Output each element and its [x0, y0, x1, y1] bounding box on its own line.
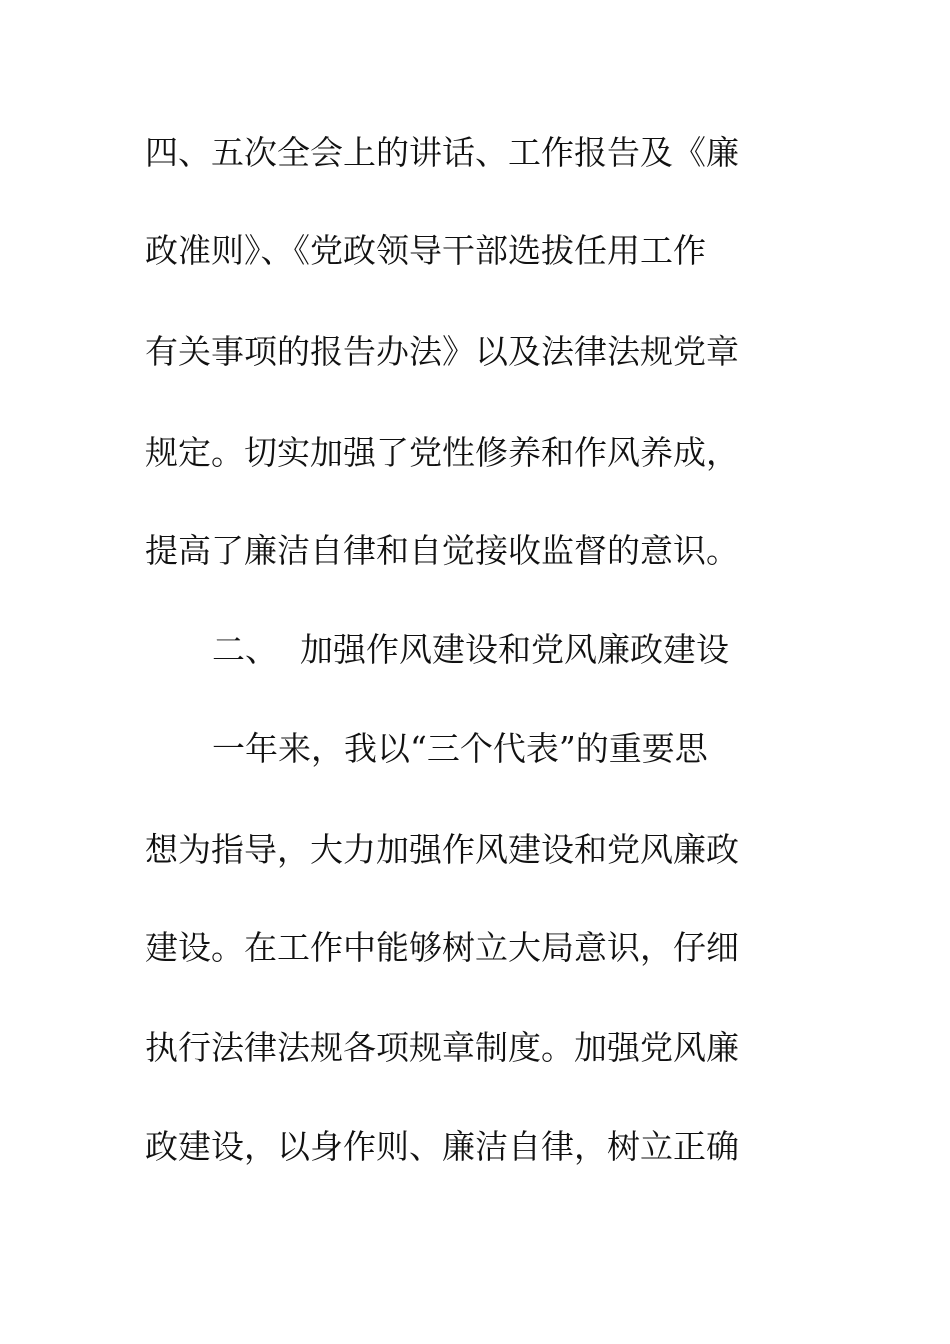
- section-heading-number: 二、: [212, 630, 278, 669]
- section-heading-title: 加强作风建设和党风廉政建设: [300, 630, 729, 669]
- paragraph-1-line-4: 规定。切实加强了党性修养和作风养成，: [145, 433, 739, 472]
- paragraph-1-line-3: 有关事项的报告办法》以及法律法规党章: [145, 332, 739, 371]
- paragraph-2-line-5: 政建设，以身作则、廉洁自律，树立正确: [145, 1127, 739, 1166]
- paragraph-2-line-1: 一年来，我以“三个代表”的重要思: [212, 729, 708, 768]
- paragraph-1-line-2: 政准则》、《党政领导干部选拔任用工作: [145, 231, 706, 270]
- paragraph-2-line-2: 想为指导，大力加强作风建设和党风廉政: [145, 830, 739, 869]
- paragraph-1-line-5: 提高了廉洁自律和自觉接收监督的意识。: [145, 531, 739, 570]
- paragraph-1-line-1: 四、五次全会上的讲话、工作报告及《廉: [145, 133, 739, 172]
- section-heading: [212, 620, 852, 680]
- paragraph-2-line-3: 建设。在工作中能够树立大局意识，仔细: [145, 928, 739, 967]
- paragraph-2-line-4: 执行法律法规各项规章制度。加强党风廉: [145, 1028, 739, 1067]
